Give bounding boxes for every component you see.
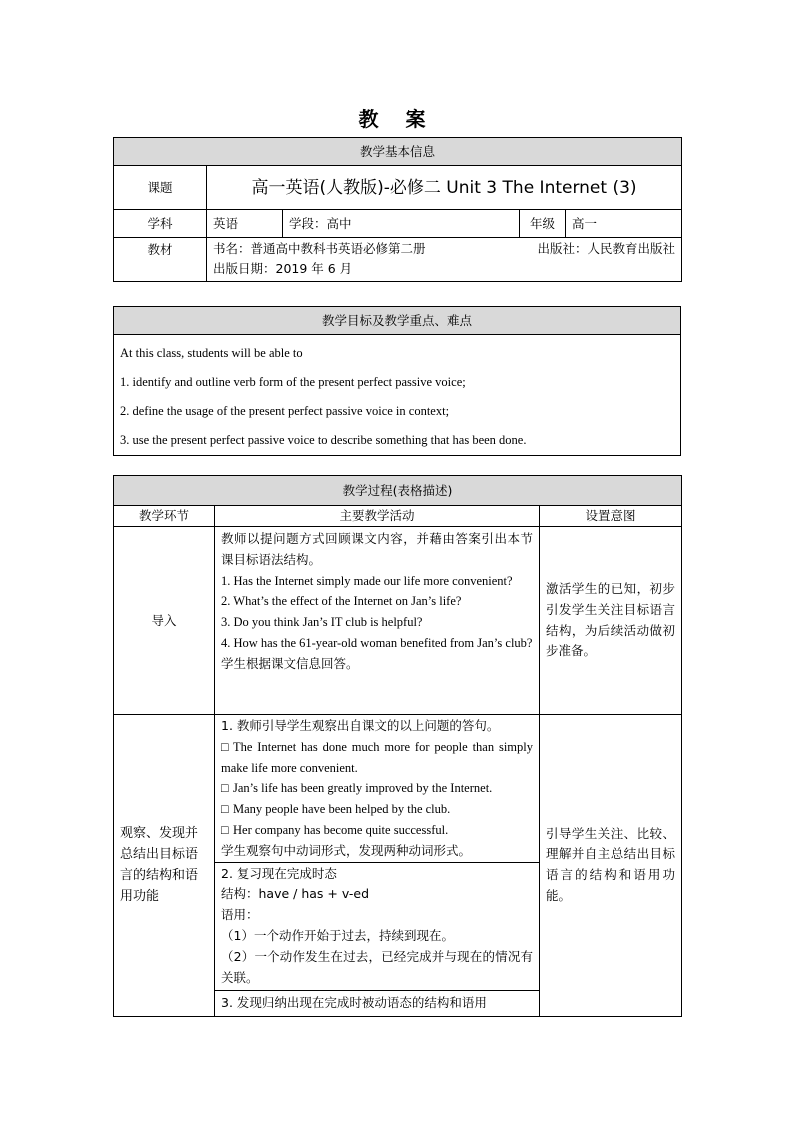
example-sentence: Many people have been helped by the club. [233,802,451,817]
objective-line: 1. identify and outline verb form of the present perfect passive voice; [120,375,466,389]
objective-line: 3. use the present perfect passive voice to describe something that has been done. [120,433,527,447]
activity-line: （2）一个动作发生在过去，已经完成并与现在的情况有关联。 [221,948,533,985]
bullet-box-icon: □ [221,739,229,754]
objectives-table [113,306,681,456]
process-header: 教学过程(表格描述) [114,476,682,506]
stage2-intent [540,715,682,1017]
grade-label: 年级 [520,210,566,238]
intent-text: 引导学生关注、比较、理解并自主总结出目标语言的结构和语用功能。 [546,825,675,904]
bullet-box-icon: □ [221,781,229,796]
pub-date: 出版日期：2019 年 6 月 [213,261,353,276]
objectives-header: 教学目标及教学重点、难点 [114,307,681,335]
grade-value: 高一 [566,210,682,238]
col-activity-header: 主要教学活动 [215,506,540,527]
example-sentence: Jan’s life has been greatly improved by the Internet. [233,781,493,796]
basic-info-header: 教学基本信息 [114,138,682,166]
col-stage-header: 教学环节 [114,506,215,527]
activity-line: 1. Has the Internet simply made our life more convenient? [221,573,513,588]
intent-text: 激活学生的已知，初步引发学生关注目标语言结构，为后续活动做初步准备。 [546,580,675,659]
activity-line: 学生观察句中动词形式，发现两种动词形式。 [221,842,472,858]
activity-line: 3. 发现归纳出现在完成时被动语态的结构和语用 [221,994,487,1010]
topic-value: 高一英语(人教版)-必修二 Unit 3 The Internet (3) [207,166,682,210]
objective-line: At this class, students will be able to [120,346,303,360]
publisher: 出版社：人民教育出版社 [537,241,676,256]
basic-info-table [113,137,682,282]
stage2-activity-a [215,715,540,863]
col-intent-header: 设置意图 [540,506,682,527]
topic-label: 课题 [114,166,207,210]
activity-line: 4. How has the 61-year-old woman benefited from Jan’s club? [221,635,533,650]
activity-line: 结构：have / has + v-ed [221,886,370,902]
example-sentence: The Internet has done much more for people than simply make life more convenient. [221,739,533,775]
activity-line: 3. Do you think Jan’s IT club is helpful? [221,615,423,630]
activity-line: （1）一个动作开始于过去，持续到现在。 [221,927,454,943]
objectives-body [114,335,681,456]
process-table [113,475,682,1017]
activity-line: 教师以提问题方式回顾课文内容，并藉由答案引出本节课目标语法结构。 [221,531,533,567]
stage-value: 学段：高中 [283,210,520,238]
stage2-activity-c [215,990,540,1016]
subject-label: 学科 [114,210,207,238]
stage1-name: 导入 [114,527,215,715]
stage2-name: 观察、发现并总结出目标语言的结构和语用功能 [114,715,215,1017]
activity-line: 1. 教师引导学生观察出自课文的以上问题的答句。 [221,718,500,733]
stage2-activity-b [215,862,540,990]
book-name: 书名：普通高中教科书英语必修第二册 [213,241,426,256]
activity-line [221,737,533,779]
activity-line [221,799,533,820]
stage1-intent [540,527,682,715]
example-sentence: Her company has become quite successful. [233,822,449,837]
material-label: 教材 [114,238,207,282]
document-title: 教 案 [358,107,436,131]
activity-line: 学生根据课文信息回答。 [221,655,359,671]
activity-line [221,820,533,841]
activity-line: 语用： [221,907,259,923]
activity-line: 2. 复习现在完成时态 [221,865,337,881]
bullet-box-icon: □ [221,822,229,837]
activity-line: 2. What’s the effect of the Internet on Jan’s life? [221,594,462,609]
stage1-activity [215,527,540,715]
material-value [207,238,682,282]
activity-line [221,778,533,799]
objective-line: 2. define the usage of the present perfect passive voice in context; [120,404,450,418]
subject-value: 英语 [207,210,283,238]
bullet-box-icon: □ [221,802,229,817]
